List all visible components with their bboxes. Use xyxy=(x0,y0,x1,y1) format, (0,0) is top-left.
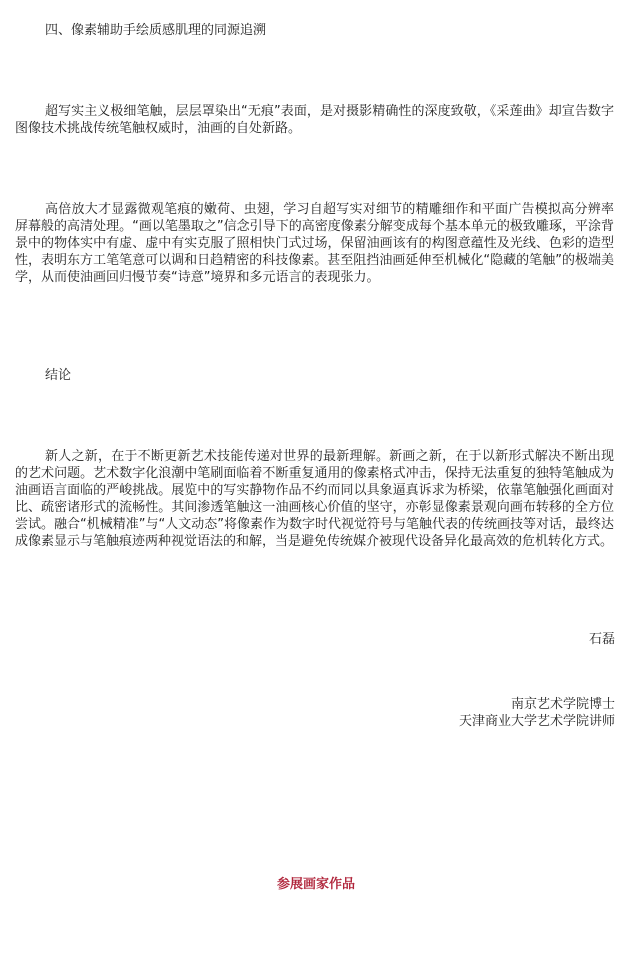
body-paragraph-2: 高倍放大才显露微观笔痕的嫩荷、虫翅，学习自超写实对细节的精雕细作和平面广告模拟高分辨率屏幕般的高清处理。“画以笔墨取之”信念引导下的高密度像素分解变成每个基本单元的极致雕琢，平涂背景中的物体实中有虚、虚中有实克服了照相快门式过场，保留油画该有的构图意蕴性及光线、色彩的造型性，表明东方工笔笔意可以调和日趋精密的科技像素。甚至阻挡油画延伸至机械化“隐藏的笔触”的极端美学，从而使油画回归慢节奏“诗意”境界和多元语言的表现张力。 xyxy=(15,202,614,285)
author-affiliations xyxy=(459,696,615,730)
conclusion-paragraph: 新人之新，在于不断更新艺术技能传递对世界的最新理解。新画之新，在于以新形式解决不断出现的艺术问题。艺术数字化浪潮中笔刷面临着不断重复通用的像素格式冲击，保持无法重复的独特笔触成为油画语言面临的严峻挑战。展览中的写实静物作品不约而同以具象逼真诉求为桥梁，依靠笔触强化画面对比、疏密诸形式的流畅性。其间渗透笔触这一油画核心价值的坚守，亦彰显像素景观向画布转移的全方位尝试。融合“机械精准”与“人文动态”将像素作为数字时代视觉符号与笔触代表的传统画技等对话，最终达成像素显示与笔触痕迹两种视觉语法的和解，当是避免传统媒介被现代设备异化最高效的危机转化方式。 xyxy=(15,449,614,549)
conclusion-heading: 结论 xyxy=(45,368,72,383)
footer-section-title: 参展画家作品 xyxy=(276,877,355,892)
section-heading: 四、像素辅助手绘质感肌理的同源追溯 xyxy=(45,23,267,38)
author-affiliation-1: 南京艺术学院博士 xyxy=(510,697,615,712)
author-affiliation-2: 天津商业大学艺术学院讲师 xyxy=(458,714,615,729)
author-name: 石磊 xyxy=(588,632,615,647)
body-paragraph-1: 超写实主义极细笔触，层层罩染出“无痕”表面，是对摄影精确性的深度致敬，《采莲曲》却宣告数字图像技术挑战传统笔触权威时，油画的自处新路。 xyxy=(15,104,614,136)
